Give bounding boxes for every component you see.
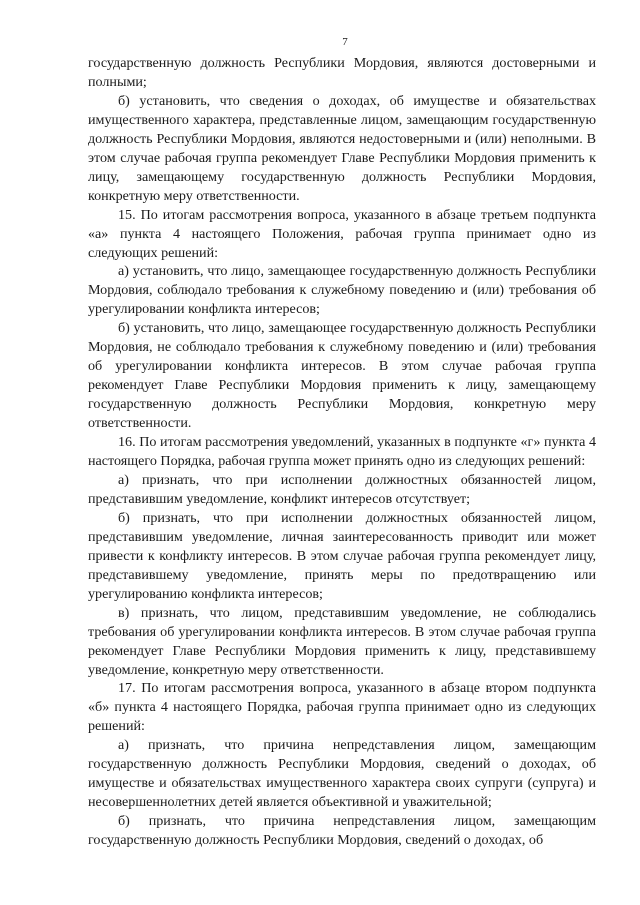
paragraph-14b: б) установить, что сведения о доходах, об имуществе и обязательствах имущественного характера, представленные лицом, замещающим государственную должность Республики Мордовия, являются недостоверными и (или) неполными. В этом случае рабочая группа рекомендует Главе Республики Мордовия применить к лицу, замещающему государственную должность Республики Мордовия, конкретную меру ответственности. xyxy=(88,92,596,204)
paragraph-16b: б) признать, что при исполнении должностных обязанностей лицом, представившим уведомление, личная заинтересованность приводит или может привести к конфликту интересов. В этом случае рабочая группа рекомендует лицу, представившему уведомление, принять меры по предотвращению или урегулированию конфликта интересов; xyxy=(88,509,596,602)
paragraph-17: 17. По итогам рассмотрения вопроса, указанного в абзаце втором подпункта «б» пункта 4 настоящего Порядка, рабочая группа принимает одно из следующих решений: xyxy=(88,680,596,735)
paragraph-17a: а) признать, что причина непредставления лицом, замещающим государственную должность Республики Мордовия, сведений о доходах, об имуществе и обязательствах имущественного характера своих супруги (супруга) и несовершеннолетних детей является объективной и уважительной; xyxy=(88,737,596,811)
paragraph-15b: б) установить, что лицо, замещающее государственную должность Республики Мордовия, не соблюдало требования к служебному поведению и (или) требования об урегулировании конфликта интересов. В этом случае рабочая группа рекомендует Главе Республики Мордовия применить к лицу, замещающему государственную должность Республики Мордовия, конкретную меру ответственности. xyxy=(88,320,596,432)
paragraph-continued-text: государственную должность Республики Мордовия, являются достоверными и полными; xyxy=(88,55,596,90)
document-body xyxy=(88,54,596,850)
paragraph-16v: в) признать, что лицом, представившим уведомление, не соблюдались требования об урегулировании конфликта интересов. В этом случае рабочая группа рекомендует Главе Республики Мордовия применить к лицу, представившему уведомление, конкретную меру ответственности. xyxy=(88,604,596,678)
paragraph-16: 16. По итогам рассмотрения уведомлений, указанных в подпункте «г» пункта 4 настоящего Порядка, рабочая группа может принять одно из следующих решений: xyxy=(88,434,596,470)
paragraph-15: 15. По итогам рассмотрения вопроса, указанного в абзаце третьем подпункта «а» пункта 4 настоящего Положения, рабочая группа принимает одно из следующих решений: xyxy=(88,206,596,261)
paragraph-17b: б) признать, что причина непредставления лицом, замещающим государственную должность Республики Мордовия, сведений о доходах, об xyxy=(88,813,596,849)
page-number: 7 xyxy=(342,36,348,48)
paragraph-16a: а) признать, что при исполнении должностных обязанностей лицом, представившим уведомление, конфликт интересов отсутствует; xyxy=(88,471,596,507)
paragraph-15a: а) установить, что лицо, замещающее государственную должность Республики Мордовия, соблюдало требования к служебному поведению и (или) требования об урегулировании конфликта интересов; xyxy=(88,263,596,318)
